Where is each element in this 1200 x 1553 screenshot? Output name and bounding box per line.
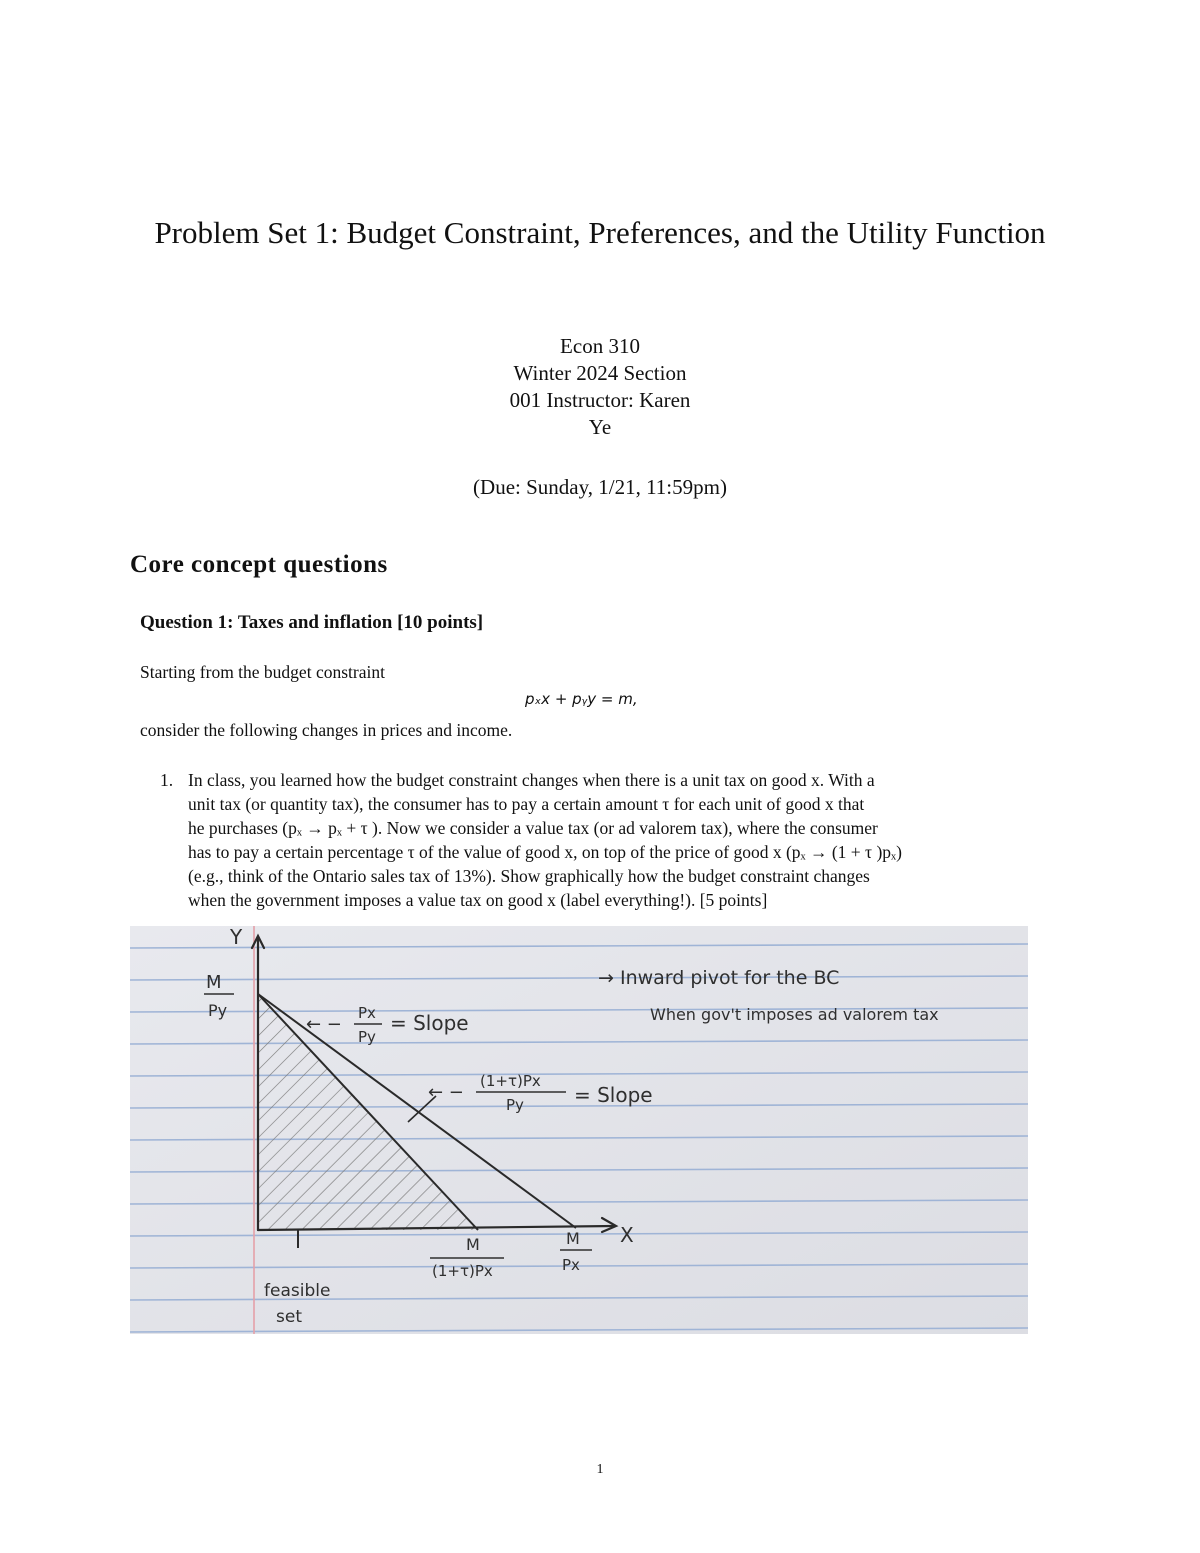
slope2-prefix: ← − (428, 1082, 464, 1103)
y-intercept-numerator: M (206, 972, 222, 993)
section-heading: Core concept questions (130, 551, 388, 578)
note-line-2: When gov't imposes ad valorem tax (650, 1005, 939, 1024)
new-x-intercept-numerator: M (466, 1235, 480, 1254)
question-after: consider the following changes in prices and income. (140, 720, 513, 740)
budget-equation: pₓx + pᵧy = m, (525, 690, 638, 708)
item-text (188, 768, 1058, 912)
due-date: (Due: Sunday, 1/21, 11:59pm) (473, 475, 727, 499)
page-number: 1 (596, 1462, 604, 1477)
slope2-suffix: = Slope (574, 1083, 653, 1107)
question-heading: Question 1: Taxes and inflation [10 points] (140, 612, 484, 633)
item-line: unit tax (or quantity tax), the consumer has to pay a certain amount τ for each unit of good x that (188, 794, 865, 814)
course-name: Econ 310 (560, 334, 640, 358)
old-x-intercept-numerator: M (566, 1229, 580, 1248)
slope1-suffix: = Slope (390, 1011, 469, 1035)
question-intro: Starting from the budget constraint (140, 662, 385, 682)
feasible-label-1: feasible (264, 1281, 331, 1301)
item-line: (e.g., think of the Ontario sales tax of 13%). Show graphically how the budget constraint changes (188, 866, 870, 886)
item-number: 1. (160, 770, 174, 790)
y-axis-label: Y (230, 926, 243, 949)
instructor-last-name: Ye (588, 415, 612, 439)
page-title: Problem Set 1: Budget Constraint, Preferences, and the Utility Function (154, 215, 1046, 250)
instructor-line: 001 Instructor: Karen (509, 388, 691, 412)
slope1-prefix: ← − (306, 1014, 342, 1035)
feasible-label-2: set (276, 1307, 302, 1327)
handwritten-sketch-photo (130, 926, 1028, 1334)
item-line: when the government imposes a value tax on good x (label everything!). [5 points] (188, 890, 768, 910)
slope1-denominator: Py (358, 1028, 376, 1046)
x-axis-label: X (620, 1223, 634, 1247)
slope2-denominator: Py (506, 1096, 524, 1114)
new-x-intercept-denominator: (1+τ)Px (432, 1262, 493, 1280)
item-line: In class, you learned how the budget constraint changes when there is a unit tax on good x. With a (188, 770, 875, 790)
item-line: has to pay a certain percentage τ of the value of good x, on top of the price of good x (pₓ → (1 + τ )pₓ) (188, 842, 902, 862)
y-intercept-denominator: Py (208, 1001, 228, 1020)
note-line-1: → Inward pivot for the BC (598, 967, 840, 989)
term-line: Winter 2024 Section (513, 361, 687, 385)
slope2-numerator: (1+τ)Px (480, 1072, 541, 1090)
slope1-numerator: Px (358, 1004, 376, 1022)
item-line: he purchases (pₓ → pₓ + τ ). Now we consider a value tax (or ad valorem tax), where the consumer (188, 818, 878, 838)
old-x-intercept-denominator: Px (562, 1256, 580, 1274)
